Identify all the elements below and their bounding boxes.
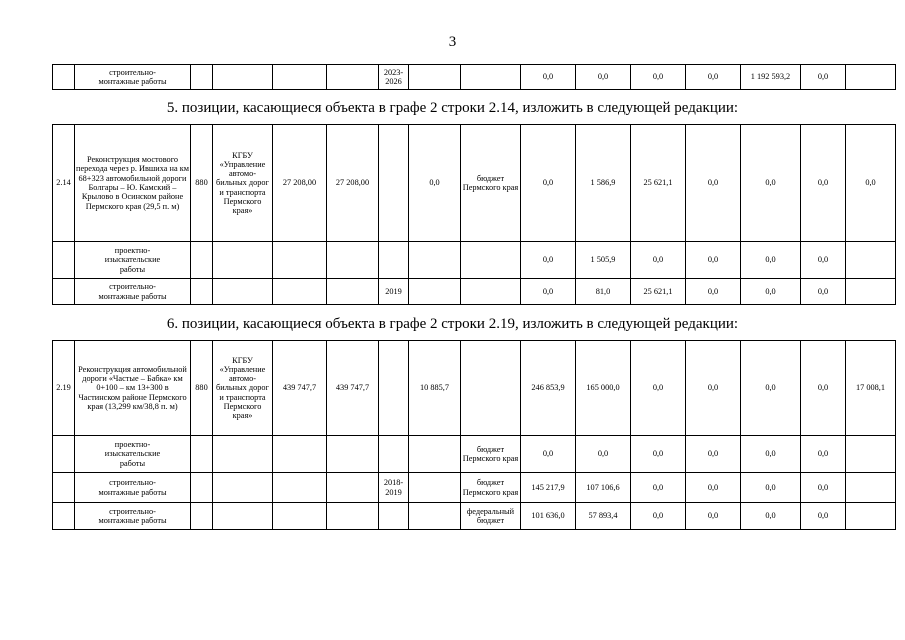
value-cell: 1 192 593,2 <box>741 65 801 90</box>
object-name: Реконструкция автомобильной дороги «Частые – Бабка» км 0+100 – км 13+300 в Частинском районе Пермского края (13,299 км/38,8 п. м) <box>75 341 191 436</box>
row-number: 2.14 <box>53 125 75 242</box>
work-type-label: строительно- монтажные работы <box>75 279 191 305</box>
source-cell: федеральный бюджет <box>461 503 521 530</box>
value-cell: 0,0 <box>801 436 846 473</box>
table-continuation <box>52 64 896 90</box>
table-row <box>53 341 896 436</box>
value-cell: 0,0 <box>741 279 801 305</box>
value-cell: 0,0 <box>409 125 461 242</box>
value-cell: 0,0 <box>801 473 846 503</box>
value-cell: 0,0 <box>801 341 846 436</box>
customer-cell: КГБУ «Управление автомо-бильных дорог и транспорта Пермского края» <box>213 125 273 242</box>
value-cell: 246 853,9 <box>521 341 576 436</box>
value-cell: 0,0 <box>801 125 846 242</box>
value-cell: 0,0 <box>521 242 576 279</box>
value-cell: 0,0 <box>686 279 741 305</box>
value-cell: 0,0 <box>631 341 686 436</box>
value-cell: 27 208,00 <box>327 125 379 242</box>
page-number: 3 <box>448 34 457 50</box>
table-row <box>53 242 896 279</box>
value-cell: 0,0 <box>741 503 801 530</box>
object-name: Реконструкция мостового перехода через р. Ившиха на км 68+323 автомобильной дороги Болгары – Ю. Камский – Крылово в Осинском районе Пермского края (29,5 п. м) <box>75 125 191 242</box>
code-cell: 880 <box>191 125 213 242</box>
table-row <box>53 473 896 503</box>
table-row <box>53 65 896 90</box>
value-cell: 0,0 <box>631 473 686 503</box>
value-cell: 57 893,4 <box>576 503 631 530</box>
value-cell: 439 747,7 <box>273 341 327 436</box>
value-cell: 0,0 <box>801 279 846 305</box>
work-type-label: проектно- изыскательские работы <box>75 242 191 279</box>
value-cell: 0,0 <box>686 341 741 436</box>
value-cell: 25 621,1 <box>631 125 686 242</box>
value-cell: 0,0 <box>741 436 801 473</box>
table-row <box>53 503 896 530</box>
value-cell: 0,0 <box>801 503 846 530</box>
work-type-label: строительно- монтажные работы <box>75 503 191 530</box>
work-type-label: проектно- изыскательские работы <box>75 436 191 473</box>
code-cell: 880 <box>191 341 213 436</box>
source-cell: бюджет Пермского края <box>461 473 521 503</box>
value-cell: 81,0 <box>576 279 631 305</box>
table-row <box>53 125 896 242</box>
value-cell: 1 586,9 <box>576 125 631 242</box>
value-cell: 439 747,7 <box>327 341 379 436</box>
value-cell: 165 000,0 <box>576 341 631 436</box>
table-row-2-14 <box>52 124 896 305</box>
value-cell: 0,0 <box>631 65 686 90</box>
years-cell: 2023- 2026 <box>379 65 409 90</box>
value-cell: 0,0 <box>521 279 576 305</box>
value-cell: 0,0 <box>801 242 846 279</box>
value-cell: 0,0 <box>631 503 686 530</box>
value-cell: 10 885,7 <box>409 341 461 436</box>
value-cell: 0,0 <box>521 436 576 473</box>
value-cell: 0,0 <box>801 65 846 90</box>
row-number: 2.19 <box>53 341 75 436</box>
source-cell: бюджет Пермского края <box>461 436 521 473</box>
value-cell: 0,0 <box>631 436 686 473</box>
value-cell: 0,0 <box>741 341 801 436</box>
work-type-label: строительно- монтажные работы <box>75 473 191 503</box>
value-cell: 0,0 <box>686 125 741 242</box>
value-cell: 0,0 <box>686 473 741 503</box>
value-cell: 0,0 <box>686 503 741 530</box>
value-cell: 0,0 <box>686 242 741 279</box>
value-cell: 1 505,9 <box>576 242 631 279</box>
value-cell: 0,0 <box>631 242 686 279</box>
value-cell: 145 217,9 <box>521 473 576 503</box>
value-cell: 101 636,0 <box>521 503 576 530</box>
value-cell: 0,0 <box>521 125 576 242</box>
table-row-2-19 <box>52 340 896 530</box>
value-cell: 0,0 <box>686 436 741 473</box>
value-cell: 0,0 <box>741 473 801 503</box>
section-5-heading: 5. позиции, касающиеся объекта в графе 2 строки 2.14, изложить в следующей редакции: <box>166 100 739 116</box>
source-cell: бюджет Пермского края <box>461 125 521 242</box>
years-cell: 2019 <box>379 279 409 305</box>
value-cell: 25 621,1 <box>631 279 686 305</box>
value-cell: 0,0 <box>576 436 631 473</box>
value-cell: 27 208,00 <box>273 125 327 242</box>
section-6-heading: 6. позиции, касающиеся объекта в графе 2 строки 2.19, изложить в следующей редакции: <box>166 316 739 332</box>
years-cell: 2018- 2019 <box>379 473 409 503</box>
value-cell: 0,0 <box>741 242 801 279</box>
value-cell: 107 106,6 <box>576 473 631 503</box>
value-cell: 0,0 <box>521 65 576 90</box>
value-cell: 17 008,1 <box>846 341 896 436</box>
customer-cell: КГБУ «Управление автомо-бильных дорог и транспорта Пермского края» <box>213 341 273 436</box>
value-cell: 0,0 <box>741 125 801 242</box>
value-cell: 0,0 <box>686 65 741 90</box>
table-row <box>53 436 896 473</box>
table-row <box>53 279 896 305</box>
work-type-label: строительно- монтажные работы <box>75 65 191 90</box>
value-cell: 0,0 <box>846 125 896 242</box>
value-cell: 0,0 <box>576 65 631 90</box>
